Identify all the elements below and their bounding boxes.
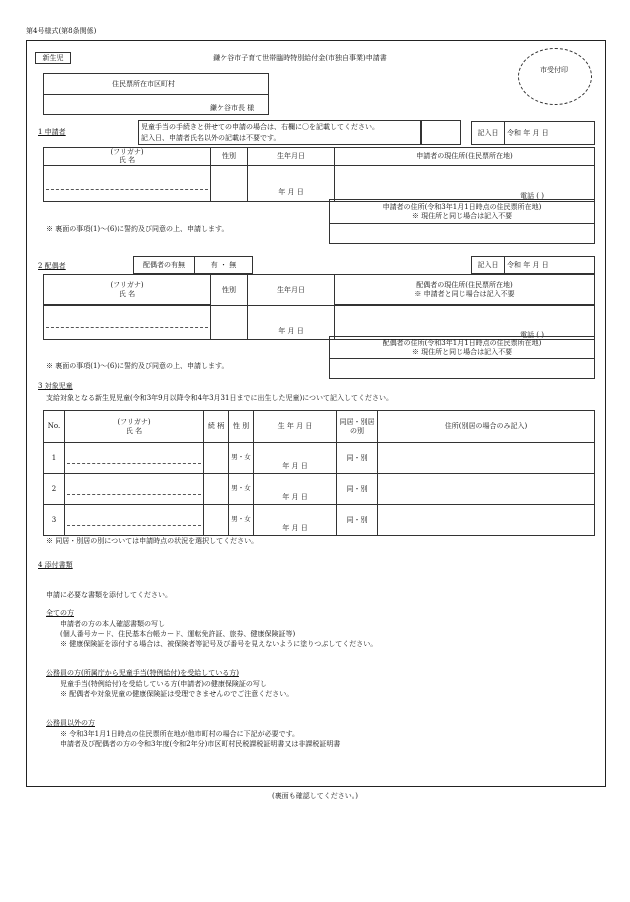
- children-table: [43, 410, 595, 536]
- col-dob: 生 年 月 日: [254, 411, 337, 443]
- child-dob-field[interactable]: 年 月 日: [254, 443, 337, 474]
- dob-header: 生年月日: [248, 148, 335, 166]
- applicant-pledge: ※ 裏面の事項(1)～(6)に誓約及び同意の上、申請します。: [46, 225, 229, 233]
- check-mark-field[interactable]: [421, 120, 461, 145]
- spouse-presence-label: 配偶者の有無: [134, 257, 195, 274]
- sex-header: 性別: [211, 148, 248, 166]
- entry-date-label: 記入日: [472, 257, 505, 274]
- spouse-pledge: ※ 裏面の事項(1)～(6)に誓約及び同意の上、申請します。: [46, 362, 229, 370]
- applicant-entry-date: [471, 121, 595, 145]
- current-note: ※ 申請者と同じ場合は記入不要: [414, 289, 515, 298]
- applicant-address-2021-header: [330, 200, 595, 224]
- furigana-label: (フリガナ): [110, 148, 144, 156]
- col-cohab: 同居・別居の別: [337, 411, 378, 443]
- noncivil-line1: ※ 令和3年1月1日時点の住民票所在地が他市町村の場合に下記が必要です。: [60, 730, 300, 738]
- address-note: ※ 現住所と同じ場合は記入不要: [411, 347, 513, 356]
- noncivil-title: 公務員以外の方: [46, 719, 95, 727]
- address-note: ※ 現住所と同じ場合は記入不要: [411, 211, 513, 220]
- child-name-field[interactable]: [65, 474, 204, 505]
- name-label: 氏 名: [125, 426, 143, 435]
- attachments-heading: 4 添付書類: [38, 561, 73, 569]
- child-name-field[interactable]: [65, 505, 204, 536]
- applicant-name-field[interactable]: [44, 165, 211, 201]
- spouse-address-2021-table: [329, 336, 595, 379]
- spouse-current-address-header: [335, 275, 595, 305]
- applicant-dob-field[interactable]: 年 月 日: [248, 165, 335, 201]
- sex-header: 性別: [211, 275, 248, 306]
- address-2021-label: 申請者の住所(令和3年1月1日時点の住民票所在地): [382, 203, 542, 212]
- col-no: No.: [44, 411, 65, 443]
- attachments-intro: 申請に必要な書類を添付してください。: [46, 591, 172, 599]
- child-sex-field[interactable]: 男・女: [229, 443, 254, 474]
- spouse-name-field[interactable]: [44, 306, 211, 340]
- child-address-field[interactable]: [378, 474, 595, 505]
- child-cohab-field[interactable]: 同・別: [337, 505, 378, 536]
- entry-date-label: 記入日: [472, 122, 505, 145]
- form-number: 第4号様式(第8条関係): [26, 27, 97, 35]
- form-title: 鎌ケ谷市子育て世帯臨時特別給付金(市独自事業)申請書: [213, 54, 387, 62]
- child-dob-field[interactable]: 年 月 日: [254, 474, 337, 505]
- address-2021-label: 配偶者の住所(令和3年1月1日時点の住民票所在地): [382, 339, 542, 348]
- table-row: [44, 505, 595, 536]
- spouse-table: [43, 274, 595, 340]
- row-no: 1: [44, 443, 65, 474]
- all-line1: 申請者の方の本人確認書類の写し: [60, 620, 165, 628]
- col-relation: 続 柄: [204, 411, 229, 443]
- applicant-name-header: [44, 148, 211, 166]
- footer-note: (裏面も確認してください。): [272, 792, 358, 800]
- child-dob-field[interactable]: 年 月 日: [254, 505, 337, 536]
- spouse-presence-value[interactable]: 有 ・ 無: [195, 257, 253, 274]
- applicant-heading: 1 申請者: [38, 128, 66, 136]
- applicant-phone-field[interactable]: 電話 ( ): [335, 165, 595, 201]
- spouse-name-header: [44, 275, 211, 305]
- child-relation-field[interactable]: [204, 474, 229, 505]
- noncivil-line2: 申請者及び配偶者の方の令和3年度(令和2年分)市区町村民税課税証明書又は非課税証明書: [60, 740, 341, 748]
- reception-stamp-area: [518, 48, 592, 105]
- spouse-heading: 2 配偶者: [38, 262, 66, 270]
- child-sex-field[interactable]: 男・女: [229, 474, 254, 505]
- civil-line2: ※ 配偶者や対象児童の健康保険証は受理できませんのでご注意ください。: [60, 690, 294, 698]
- applicant-note-line1: 児童手当の手続きと併せての申請の場合は、右欄に〇を記載してください。: [141, 123, 379, 131]
- civil-title: 公務員の方(所属庁から児童手当(特例給付)を受給している方): [46, 669, 239, 677]
- applicant-sex-field[interactable]: [211, 165, 248, 201]
- row-no: 2: [44, 474, 65, 505]
- children-description: 支給対象となる新生児児童(令和3年9月以降令和4年3月31日までに出生した児童)について記入してください。: [46, 394, 394, 402]
- applicant-table: [43, 147, 595, 202]
- spouse-entry-date: [471, 256, 595, 274]
- divider: [43, 94, 269, 95]
- child-relation-field[interactable]: [204, 443, 229, 474]
- table-row: [44, 443, 595, 474]
- spouse-presence: [133, 256, 253, 274]
- mayor-address: 鎌ケ谷市長 様: [210, 104, 255, 112]
- child-address-field[interactable]: [378, 443, 595, 474]
- name-label: 氏 名: [118, 156, 136, 165]
- applicant-address-2021-field[interactable]: [330, 224, 595, 244]
- child-cohab-field[interactable]: 同・別: [337, 474, 378, 505]
- entry-date-field[interactable]: 令和 年 月 日: [505, 122, 595, 145]
- col-name: [65, 411, 204, 443]
- name-label: 氏 名: [118, 289, 136, 298]
- newborn-tag: 新生児: [35, 52, 71, 64]
- residence-label: 住民票所在市区町村: [112, 80, 175, 88]
- civil-line1: 児童手当(特例給付)を受給している方(申請者)の健康保険証の写し: [60, 680, 267, 688]
- all-title: 全ての方: [46, 609, 74, 617]
- spouse-dob-field[interactable]: 年 月 日: [248, 306, 335, 340]
- current-address-label: 配偶者の現住所(住民票所在地): [416, 281, 513, 290]
- children-heading: 3 対象児童: [38, 382, 73, 390]
- current-address-header: 申請者の現住所(住民票所在地): [335, 148, 595, 166]
- entry-date-field[interactable]: 令和 年 月 日: [505, 257, 595, 274]
- child-cohab-field[interactable]: 同・別: [337, 443, 378, 474]
- col-address: 住所(別居の場合のみ記入): [378, 411, 595, 443]
- furigana-label: (フリガナ): [117, 418, 151, 427]
- reception-stamp-label: 市受付印: [540, 66, 568, 74]
- child-relation-field[interactable]: [204, 505, 229, 536]
- spouse-sex-field[interactable]: [211, 306, 248, 340]
- spouse-address-2021-header: [330, 337, 595, 359]
- child-sex-field[interactable]: 男・女: [229, 505, 254, 536]
- applicant-note-line2: 記入日、申請者氏名以外の記載は不要です。: [141, 134, 281, 142]
- child-name-field[interactable]: [65, 443, 204, 474]
- all-line3: ※ 健康保険証を添付する場合は、被保険者等記号及び番号を見えないように塗りつぶしてください。: [60, 640, 378, 648]
- children-note: ※ 同居・別居の別については申請時点の状況を選択してください。: [46, 537, 259, 545]
- applicant-address-2021-table: [329, 199, 595, 244]
- row-no: 3: [44, 505, 65, 536]
- dob-header: 生年月日: [248, 275, 335, 306]
- col-sex: 性 別: [229, 411, 254, 443]
- table-row: [44, 474, 595, 505]
- all-line2: (個人番号カード、住民基本台帳カード、運転免許証、旅券、健康保険証等): [60, 630, 296, 638]
- child-address-field[interactable]: [378, 505, 595, 536]
- spouse-address-2021-field[interactable]: [330, 359, 595, 379]
- spouse-phone-field[interactable]: 電話 ( ): [335, 306, 595, 340]
- furigana-label: (フリガナ): [110, 281, 144, 290]
